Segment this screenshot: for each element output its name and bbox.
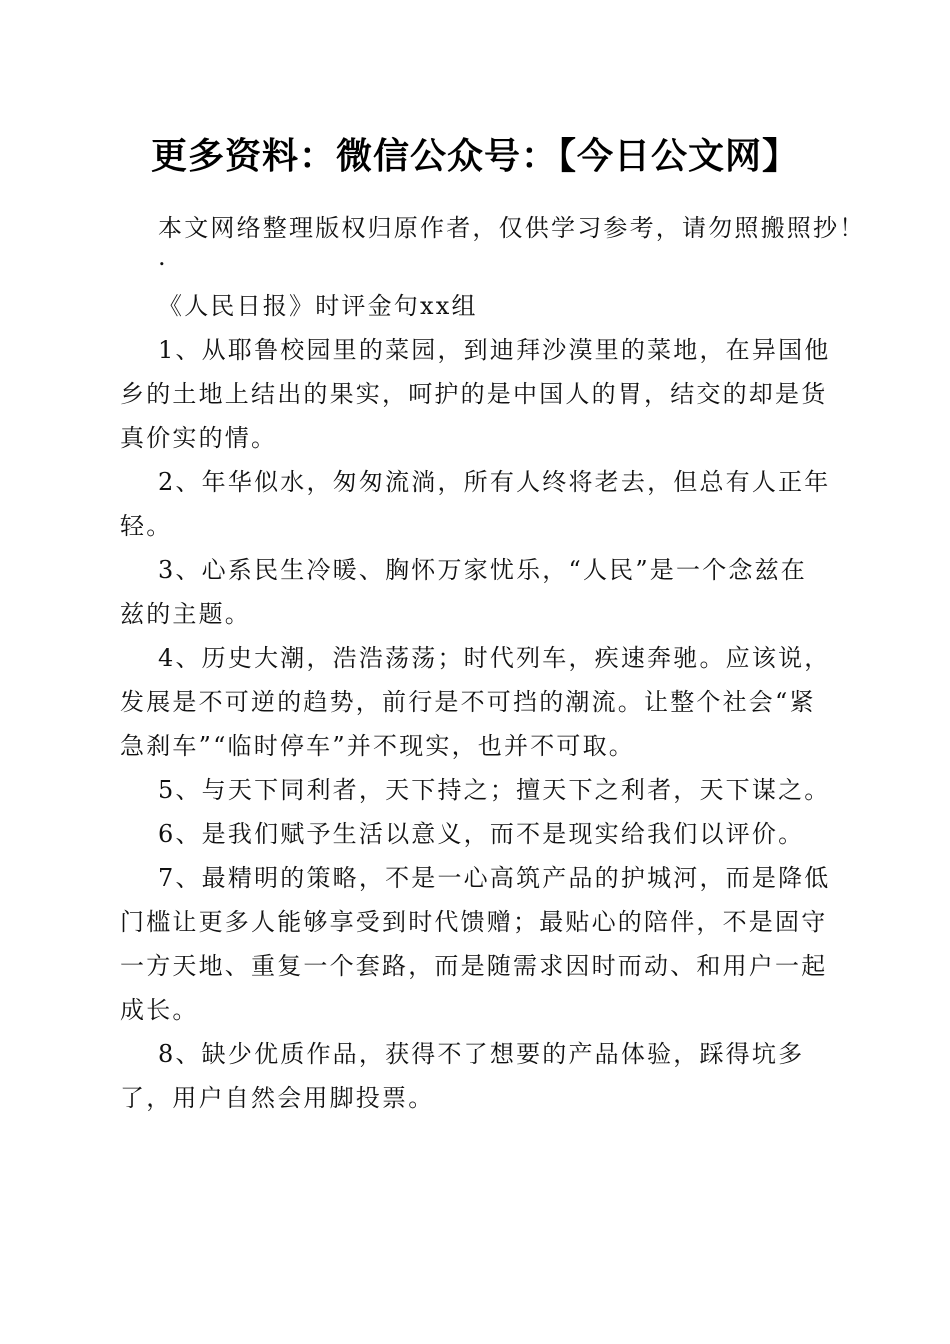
list-item-6: 6、是我们赋予生活以意义，而不是现实给我们以评价。	[158, 820, 805, 848]
document-body	[120, 206, 866, 1120]
list-item-2: 2、年华似水，匆匆流淌，所有人终将老去，但总有人正年轻。	[120, 468, 831, 540]
list-item-5: 5、与天下同利者，天下持之；擅天下之利者，天下谋之。	[158, 776, 831, 804]
page-title: 更多资料：微信公众号：【今日公文网】	[150, 136, 799, 177]
copyright-notice: 本文网络整理版权归原作者，仅供学习参考，请勿照搬照抄！	[158, 214, 866, 242]
list-item-3: 3、心系民生冷暖、胸怀万家忧乐，“人民”是一个念兹在兹的主题。	[120, 556, 808, 628]
list-item-8: 8、缺少优质作品，获得不了想要的产品体验，踩得坑多了，用户自然会用脚投票。	[120, 1040, 805, 1112]
list-item-4: 4、历史大潮，浩浩荡荡；时代列车，疾速奔驰。应该说，发展是不可逆的趋势，前行是不可挡的潮流。让整个社会“紧急刹车”“临时停车”并不现实，也并不可取。	[120, 644, 831, 760]
separator-dot: .	[158, 243, 168, 271]
list-item-7: 7、最精明的策略，不是一心高筑产品的护城河，而是降低门槛让更多人能够享受到时代馈赠；最贴心的陪伴，不是固守一方天地、重复一个套路，而是随需求因时而动、和用户一起成长。	[120, 864, 831, 1024]
list-item-1: 1、从耶鲁校园里的菜园，到迪拜沙漠里的菜地，在异国他乡的土地上结出的果实，呵护的是中国人的胃，结交的却是货真价实的情。	[120, 336, 831, 452]
document-heading: 《人民日报》时评金句xx组	[158, 292, 478, 320]
